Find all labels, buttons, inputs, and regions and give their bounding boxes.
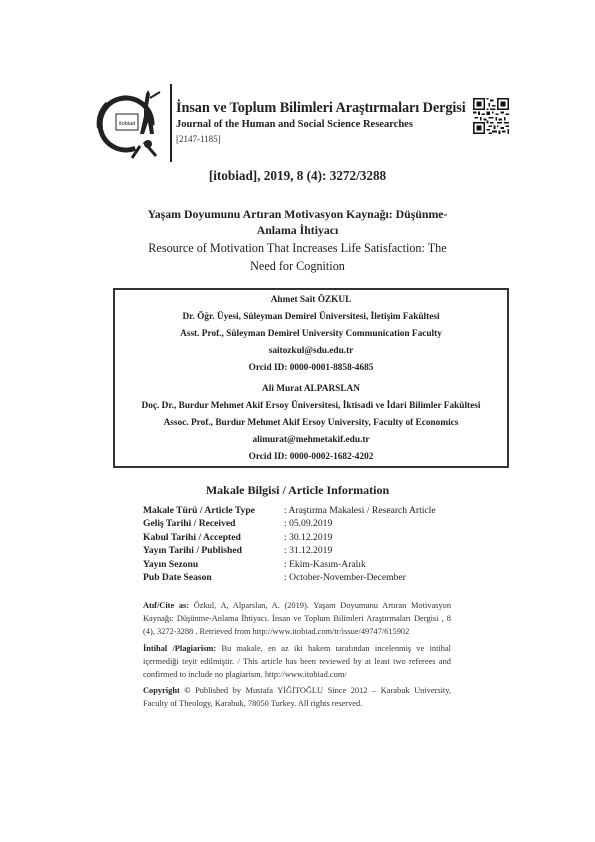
article-title-tr (130, 206, 465, 238)
info-value: : 31.12.2019 (284, 545, 333, 557)
article-title-tr-line2: Anlama İhtiyacı (256, 223, 339, 237)
logo-text: itobiad (118, 121, 136, 127)
author-orcid: Orcid ID: 0000-0001-8858-4685 (248, 363, 374, 373)
header-divider (170, 84, 172, 162)
cite-as-label: Atıf/Cite as: (143, 601, 190, 610)
info-value: : 30.12.2019 (284, 531, 333, 543)
author-title-tr: Doç. Dr., Burdur Mehmet Akif Ersoy Üniversitesi, İktisadi ve İdari Bilimler Fakültesi (141, 401, 481, 411)
cite-as-paragraph (143, 599, 451, 639)
info-key: Kabul Tarihi / Accepted (143, 531, 241, 543)
article-title-en-line1: Resource of Motivation That Increases Life Satisfaction: The (148, 241, 447, 255)
info-row (143, 518, 483, 531)
copyright-paragraph (143, 684, 451, 710)
info-row (143, 545, 483, 558)
author-email[interactable]: alimurat@mehmetakif.edu.tr (252, 435, 370, 445)
journal-logo-icon (96, 84, 166, 162)
author-orcid: Orcid ID: 0000-0002-1682-4202 (248, 452, 374, 462)
info-value: : 05.09.2019 (284, 518, 333, 530)
article-title-en (130, 239, 465, 275)
info-row (143, 559, 483, 572)
citation-header: [itobiad], 2019, 8 (4): 3272/3288 (208, 168, 387, 183)
plagiarism-text: Bu makale, en az iki hakem tarafından incelenmiş ve intihal içermediği teyit edilmiştir. / This article has been reviewed by at least two referees and confirmed to include no plagiarism. http://www.itobiad.com/ (143, 644, 451, 680)
info-value: : October-November-December (284, 571, 406, 583)
author-name: Ahmet Sait ÖZKUL (270, 295, 352, 305)
plagiarism-label: İntihal /Plagiarism: (143, 644, 217, 653)
plagiarism-paragraph (143, 642, 451, 682)
info-key: Makale Türü / Article Type (143, 505, 255, 516)
info-key: Pub Date Season (143, 571, 212, 583)
author-title-en: Assoc. Prof., Burdur Mehmet Akif Ersoy University, Faculty of Economics (163, 418, 459, 428)
author-title-en: Asst. Prof., Süleyman Demirel University Communication Faculty (180, 329, 442, 339)
journal-header (96, 84, 516, 164)
copyright-label: Copyright © (143, 686, 191, 695)
info-row (143, 532, 483, 545)
info-value: : Ekim-Kasım-Aralık (284, 558, 366, 570)
article-title-en-line2: Need for Cognition (250, 259, 345, 273)
journal-title-tr: İnsan ve Toplum Bilimleri Araştırmaları Dergisi (176, 100, 466, 116)
author-email[interactable]: saitozkul@sdu.edu.tr (268, 346, 354, 356)
author-name: Ali Murat ALPARSLAN (262, 384, 360, 394)
info-value: : Araştırma Makalesi / Research Article (284, 505, 436, 516)
qr-code-icon (473, 98, 509, 134)
info-row (143, 572, 483, 585)
info-key: Geliş Tarihi / Received (143, 518, 236, 530)
info-row (143, 505, 483, 518)
copyright-text: Published by Mustafa YİĞİTOĞLU Since 2012 – Karabuk University, Faculty of Theology, Karabuk, 78050 Turkey. All rights reserved. (143, 686, 451, 709)
cite-as-text: Özkul, A, Alparslan, A. (2019). Yaşam Doyumunu Artıran Motivasyon Kaynağı: Düşünme-Anlama İhtiyacı. İnsan ve Toplum Bilimleri Araştırmaları Dergisi , 8 (4), 3272-3288 . Retrieved from http://www.itobiad.com/tr/issue/49747/615902 (143, 601, 452, 637)
journal-issn: [2147-1185] (176, 134, 221, 144)
article-info-heading: Makale Bilgisi / Article Information (205, 483, 390, 497)
article-title-tr-line1: Yaşam Doyumunu Artıran Motivasyon Kaynağı: Düşünme- (147, 207, 448, 221)
info-key: Yayın Tarihi / Published (143, 545, 242, 557)
info-key: Yayın Sezonu (143, 558, 199, 570)
authors-box (113, 288, 509, 468)
article-info-table (143, 505, 483, 585)
author-title-tr: Dr. Öğr. Üyesi, Süleyman Demirel Üniversitesi, İletişim Fakültesi (182, 312, 440, 322)
journal-title-en: Journal of the Human and Social Science Researches (176, 119, 413, 130)
